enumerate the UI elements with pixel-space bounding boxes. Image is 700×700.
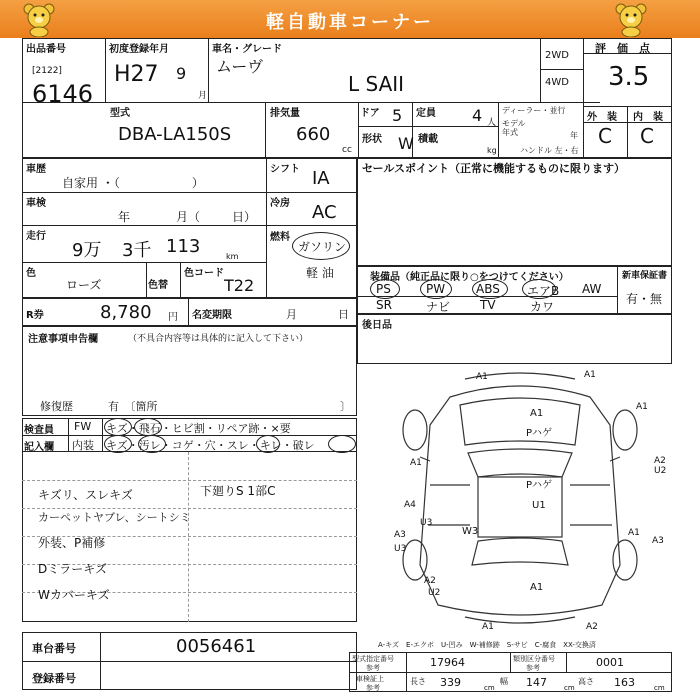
dealer-label: ディーラー・並行 [502, 106, 566, 115]
mark-a1-top: A1 [476, 372, 488, 382]
lot-number: 6146 [32, 80, 94, 108]
fuel-diesel: 軽 油 [306, 266, 334, 280]
registration-month: 9 [176, 64, 187, 83]
model-name: ムーヴ [216, 57, 264, 76]
inspector-label2: 記入欄 [24, 442, 54, 453]
spec-class-sub: 参考 [526, 664, 540, 672]
equip-aw: AW [582, 282, 602, 296]
dealer-year-label: 年式 [502, 128, 518, 137]
fuel-label: 燃料 [270, 232, 290, 243]
exterior-grade: C [598, 124, 612, 148]
new-warranty-value: 有・無 [626, 292, 663, 306]
hand-note-3: 外装、P補修 [38, 536, 106, 550]
mark-p-hood: Pハゲ [526, 428, 553, 439]
fw-circle-mark [104, 418, 132, 436]
mark-u2-right: U2 [654, 466, 667, 476]
mileage-sen: 3千 [122, 240, 152, 261]
model-grade: L SAII [348, 72, 405, 96]
spec-width: 147 [526, 676, 547, 689]
interior-label: 内 装 [633, 112, 663, 123]
spec-length-word: 長さ [410, 677, 426, 686]
spec-type-cert: 17964 [430, 656, 465, 669]
mark-a1-topright: A1 [584, 370, 596, 380]
equipment-label: 装備品（純正品に限り○をつけてください） [370, 272, 569, 283]
mark-a3-left: A3 [394, 530, 406, 540]
mileage-label: 走行 [26, 231, 46, 242]
exterior-label: 外 装 [587, 112, 617, 123]
color-code-label: 色コード [184, 268, 224, 279]
mark-a2-left: A2 [424, 576, 436, 586]
color-value: ローズ [66, 278, 102, 292]
drive-4wd: 4WD [545, 77, 569, 88]
hand-note-4: Dミラーキズ [38, 562, 108, 576]
displacement-value: 660 [296, 124, 331, 145]
registration-month-unit: 月 [198, 91, 208, 101]
equip-ps: PS [376, 282, 391, 296]
equip-airbag-circle [522, 279, 556, 299]
registration-era-year: H27 [114, 62, 159, 87]
spec-length-unit: cm [484, 684, 495, 692]
spec-class: 0001 [596, 656, 624, 669]
mark-a2-bottom-right: A2 [586, 622, 598, 632]
dealer-handle-label: ハンドル 左・右 [520, 146, 579, 155]
new-warranty-label: 新車保証書 [622, 271, 668, 281]
equip-pw-circle [420, 279, 452, 299]
equip-navi: ナビ [426, 300, 451, 314]
spec-width-unit: cm [564, 684, 575, 692]
recycle-value: 8,780 [100, 302, 152, 323]
recycle-label: R券 [26, 310, 44, 321]
inspector-label: 検査員 [24, 425, 54, 436]
name-change-label: 名変期限 [192, 310, 232, 321]
dealer-model-label: モデル [502, 119, 526, 128]
lot-sub: [2122] [32, 66, 62, 76]
after-report-label: 後日品 [362, 320, 392, 331]
shift-value: IA [312, 168, 330, 189]
mark-a1-left: A1 [410, 458, 422, 468]
capacity-label: 定員 [416, 108, 436, 119]
mark-a1-bottom: A1 [530, 582, 544, 593]
equip-leather: カワ [530, 300, 555, 314]
page-title: 軽自動車コーナー [266, 12, 434, 33]
equip-pw: PW [426, 282, 446, 296]
int-circle-mark-4 [328, 435, 356, 453]
inspector-interior: 内装 [72, 439, 94, 452]
sales-point-label: セールスポイント（正常に機能するものに限ります） [362, 162, 626, 175]
dealer-year-unit: 年 [570, 131, 578, 140]
plate-label: 登録番号 [32, 672, 76, 685]
inspection-day: 日） [232, 210, 257, 224]
doors-shape-label: 形状 [362, 134, 382, 145]
spec-height-unit: cm [654, 684, 665, 692]
mark-u1: U1 [532, 500, 546, 511]
fuel-circle-mark [292, 232, 350, 260]
mark-p-roof: Pハゲ [526, 480, 553, 491]
spec-height-word: 高さ [578, 677, 594, 686]
shift-label: シフト [270, 164, 300, 175]
equip-tv: TV [480, 298, 496, 312]
mark-a2-right: A2 [654, 456, 666, 466]
spec-width-word: 幅 [500, 677, 508, 686]
displacement-label: 排気量 [270, 108, 300, 119]
chassis-label: 車台番号 [32, 642, 76, 655]
spec-class-label: 類別区分番号 [513, 655, 555, 663]
mark-a1-mid-right: A1 [628, 528, 640, 538]
mileage-rest: 113 [166, 236, 201, 257]
equip-abs: ABS [476, 282, 500, 296]
inspection-month: 月（ [176, 210, 201, 224]
spec-length-sub: 参考 [366, 684, 380, 692]
spec-type-cert-label: 型式指定番号 [352, 655, 394, 663]
fuel-gasoline: ガソリン [298, 240, 347, 254]
capacity-unit: 人 [487, 118, 497, 128]
model-label: 車名・グレード [212, 44, 282, 55]
notes-label: 注意事項申告欄 [28, 334, 98, 345]
hand-note-1: キズリ、スレキズ [38, 488, 133, 502]
color-label: 色 [26, 268, 36, 279]
hand-note-right: 下廻りS 1部C [200, 484, 276, 498]
doors-value: 5 [392, 106, 403, 125]
mark-a3-right: A3 [652, 536, 664, 546]
inspector-fw: FW [74, 420, 92, 433]
recycle-unit: 円 [168, 312, 178, 323]
score-label: 評 価 点 [595, 42, 650, 55]
doors-shape-value: W [398, 134, 414, 153]
repair-value: 有 〔箇所 [108, 400, 158, 413]
spec-height: 163 [614, 676, 635, 689]
equip-airbag: エアB [527, 284, 560, 298]
mileage-man: 9万 [72, 240, 102, 261]
spec-type-cert-sub: 参考 [366, 664, 380, 672]
equip-ps-circle [370, 279, 400, 299]
mark-u3-left: U3 [394, 544, 407, 554]
score-value: 3.5 [608, 62, 650, 92]
drive-2wd: 2WD [545, 50, 569, 61]
ac-value: AC [312, 202, 337, 223]
mark-a1-hood: A1 [530, 408, 544, 419]
displacement-unit: cc [342, 145, 352, 155]
mileage-unit: km [226, 252, 239, 261]
color-code: T22 [224, 276, 255, 295]
chassis-value: 0056461 [176, 636, 257, 657]
type-value: DBA-LA150S [118, 124, 232, 145]
registration-label: 初度登録年月 [109, 44, 169, 55]
capacity-value: 4 [472, 106, 483, 125]
int-circle-mark-3 [256, 435, 280, 453]
repair-end: 〕 [340, 400, 351, 413]
inspector-fw-items: キズ・飛石・ヒビ割・リペア跡・×要 [106, 422, 291, 435]
mark-a1-bottom-left: A1 [482, 622, 494, 632]
name-change-day: 日 [338, 308, 349, 321]
ac-label: 冷房 [270, 198, 290, 209]
inspector-interior-items: キズ・汚レ・コゲ・穴・スレ・キレ・破レ [106, 439, 315, 452]
repair-label: 修復歴 [40, 400, 73, 413]
hand-note-5: Wカバーキズ [38, 588, 110, 602]
notes-sub: （不具合内容等は具体的に記入して下さい） [128, 334, 309, 344]
damage-legend: A-キズ E-エクボ U-凹み W-補修跡 S-サビ C-腐食 XX-交換済 [378, 641, 596, 649]
equip-abs-circle [472, 279, 508, 299]
interior-grade: C [640, 124, 654, 148]
mark-a4: A4 [404, 500, 416, 510]
load-unit: kg [487, 146, 497, 155]
load-label: 積載 [418, 134, 438, 145]
int-circle-mark-2 [138, 435, 166, 453]
lot-label: 出品番号 [26, 44, 66, 55]
type-label: 型式 [110, 108, 130, 119]
recycle-block [22, 298, 357, 326]
history-label: 車歴 [26, 164, 46, 175]
mark-a1-right: A1 [636, 402, 648, 412]
inspection-label: 車検 [26, 198, 46, 209]
doors-label: ドア [360, 108, 380, 119]
mark-u3: U3 [420, 518, 433, 528]
hand-note-2: カーペットヤブレ、シートシミ [38, 511, 191, 524]
spec-length: 339 [440, 676, 461, 689]
inspection-year: 年 [118, 210, 131, 224]
color-change-label: 色替 [148, 280, 168, 291]
mark-w3: W3 [462, 526, 479, 537]
name-change-month: 月 [286, 308, 297, 321]
spec-length-label: 車検証上 [356, 675, 384, 683]
equip-sr: SR [376, 298, 392, 312]
int-circle-mark [104, 435, 132, 453]
fw-circle-mark-2 [134, 418, 162, 436]
after-report-block [357, 314, 672, 364]
history-value: 自家用 ・（ ） [62, 176, 204, 190]
mark-u2-left: U2 [428, 588, 441, 598]
